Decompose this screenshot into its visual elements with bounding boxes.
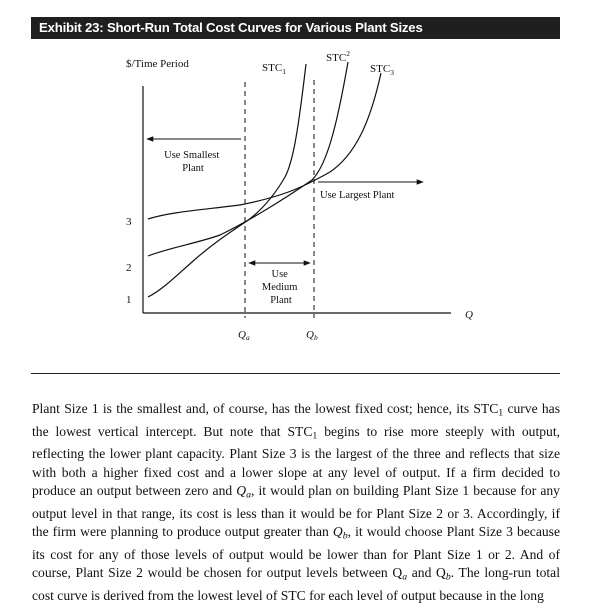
section-divider bbox=[31, 373, 560, 374]
y-axis-label: $/Time Period bbox=[126, 58, 189, 70]
y-tick-3: 3 bbox=[126, 216, 132, 228]
qa-label: Qa bbox=[238, 329, 250, 342]
use-smallest-label: Use Smallest Plant bbox=[164, 150, 220, 174]
y-tick-1: 1 bbox=[126, 294, 132, 306]
qb-label: Qb bbox=[306, 329, 318, 342]
y-tick-2: 2 bbox=[126, 262, 132, 274]
body-paragraph: Plant Size 1 is the smallest and, of course, has the lowest fixed cost; hence, its $STC_1$ curve has the lowest vertical intercept. But note that $STC_1$ begins to rise more steeply with output, reflecting the lower plant capacity. Plant Size 3 is the largest of the three and reflects that size with both a higher fixed cost and a lower slope at any level of output. If a firm decided to produce an output between zero and $Q_a$, it would plan on building Plant Size 1 because for any output level in that range, its cost is less than it would be for Plant Size 2 or 3. Accordingly, if the firm were planning to produce output greater than $Q_b$, it would choose Plant Size 3 because its cost for any of those levels of output would be lower than for Plant Size 1 or 2. And of course, Plant Size 2 would be chosen for output levels between $Q_a$ and $Q_b$. The long-run total cost curve is derived from the lowest level of STC for each level of output because in the long bbox=[32, 401, 560, 603]
exhibit-title: Exhibit 23: Short-Run Total Cost Curves for Various Plant Sizes bbox=[31, 17, 560, 39]
stc3-label: $STC_3$ bbox=[370, 63, 394, 77]
x-axis-label: Q bbox=[465, 309, 473, 321]
stc1-curve bbox=[148, 64, 306, 297]
use-medium-label: Use Medium Plant bbox=[261, 269, 298, 306]
stc2-label: STC$^2$ bbox=[326, 49, 350, 64]
stc1-label: $STC_1$ bbox=[262, 62, 286, 76]
use-largest-label: Use Largest Plant bbox=[320, 190, 395, 201]
